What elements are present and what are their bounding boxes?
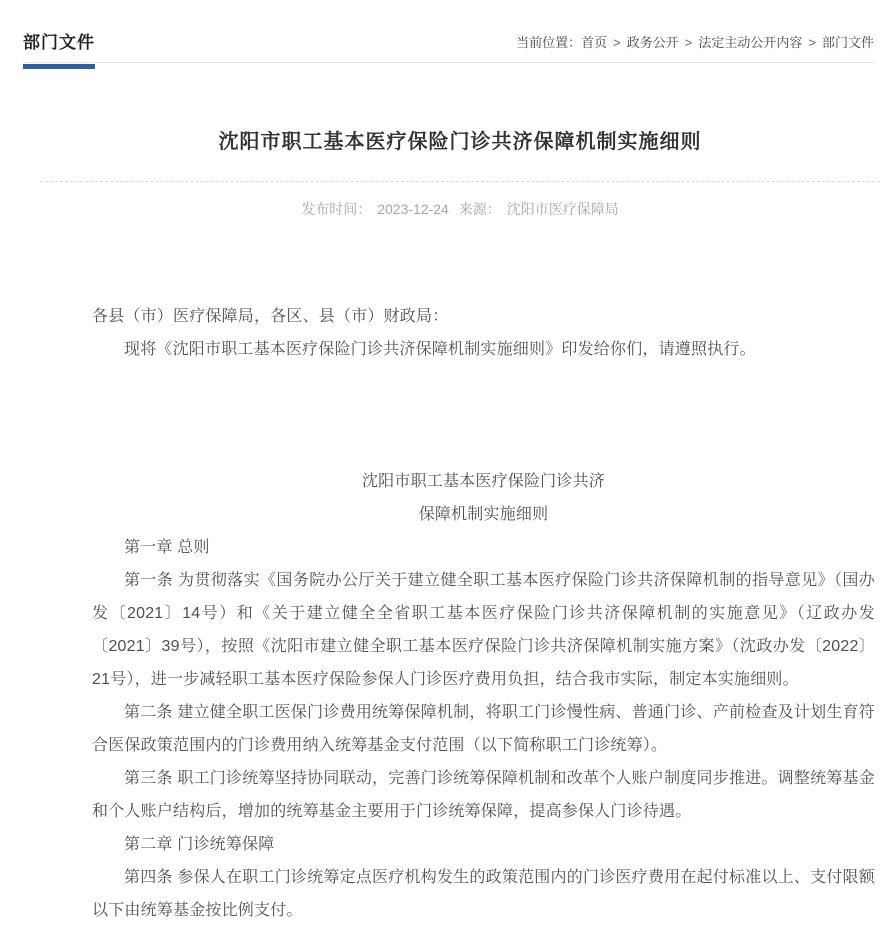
salutation-line: 各县（市）医疗保障局，各区、县（市）财政局： [92,308,449,325]
breadcrumb-separator: > [808,35,816,50]
article2-paragraph: 第二条 建立健全职工医保门诊费用统筹保障机制，将职工门诊慢性病、普通门诊、产前检查及计划生育符合医保政策范围内的门诊费用纳入统筹基金支付范围（以下简称职工门诊统筹）。 [92,704,875,754]
tab-label: 部门文件 [23,33,95,52]
active-tab-indicator [23,64,95,69]
breadcrumb-item-home[interactable]: 首页 [581,35,608,50]
article3-paragraph: 第三条 职工门诊统筹坚持协同联动，完善门诊统筹保障机制和改革个人账户制度同步推进。调整统筹基金和个人账户结构后，增加的统筹基金主要用于门诊统筹保障，提高参保人门诊待遇。 [92,770,875,820]
page-header [0,0,889,63]
breadcrumb-item-gov-affairs[interactable]: 政务公开 [626,35,679,50]
publish-meta [40,199,880,219]
breadcrumb-item-department-documents[interactable]: 部门文件 [821,35,874,50]
publish-date: 2023-12-24 [377,201,449,217]
article-area [0,63,889,927]
source-name: 沈阳市医疗保障局 [506,201,619,217]
article-title: 沈阳市职工基本医疗保险门诊共济保障机制实施细则 [218,131,702,153]
article4-paragraph: 第四条 参保人在职工门诊统筹定点医疗机构发生的政策范围内的门诊医疗费用在起付标准以上、支付限额以下由统筹基金按比例支付。 [92,869,875,919]
breadcrumb-separator: > [613,35,621,50]
document-body [92,300,875,927]
source-label: 来源： [458,201,501,217]
breadcrumb-item-statutory-disclosure[interactable]: 法定主动公开内容 [698,35,803,50]
doc-heading-line1: 沈阳市职工基本医疗保险门诊共济 [361,473,605,490]
article1-paragraph: 第一条 为贯彻落实《国务院办公厅关于建立健全职工基本医疗保险门诊共济保障机制的指导意见》（国办发〔2021〕14号）和《关于建立健全全省职工基本医疗保险门诊共济保障机制的实施意见》（辽政办发〔2021〕39号），按照《沈阳市建立健全职工基本医疗保险门诊共济保障机制实施方案》（沈政办发〔2022〕21号），进一步减轻职工基本医疗保险参保人门诊医疗费用负担，结合我市实际，制定本实施细则。 [92,572,875,688]
dashed-separator [40,181,880,182]
header-divider [23,62,874,63]
forward-note: 现将《沈阳市职工基本医疗保险门诊共济保障机制实施细则》印发给你们，请遵照执行。 [124,341,756,358]
chapter1-heading: 第一章 总则 [124,539,210,556]
breadcrumb-separator: > [684,35,693,50]
publish-time-label: 发布时间： [301,201,372,217]
chapter2-heading: 第二章 门诊统筹保障 [124,836,275,853]
breadcrumb-label: 当前位置： [516,35,582,50]
doc-heading-line2: 保障机制实施细则 [418,506,549,523]
